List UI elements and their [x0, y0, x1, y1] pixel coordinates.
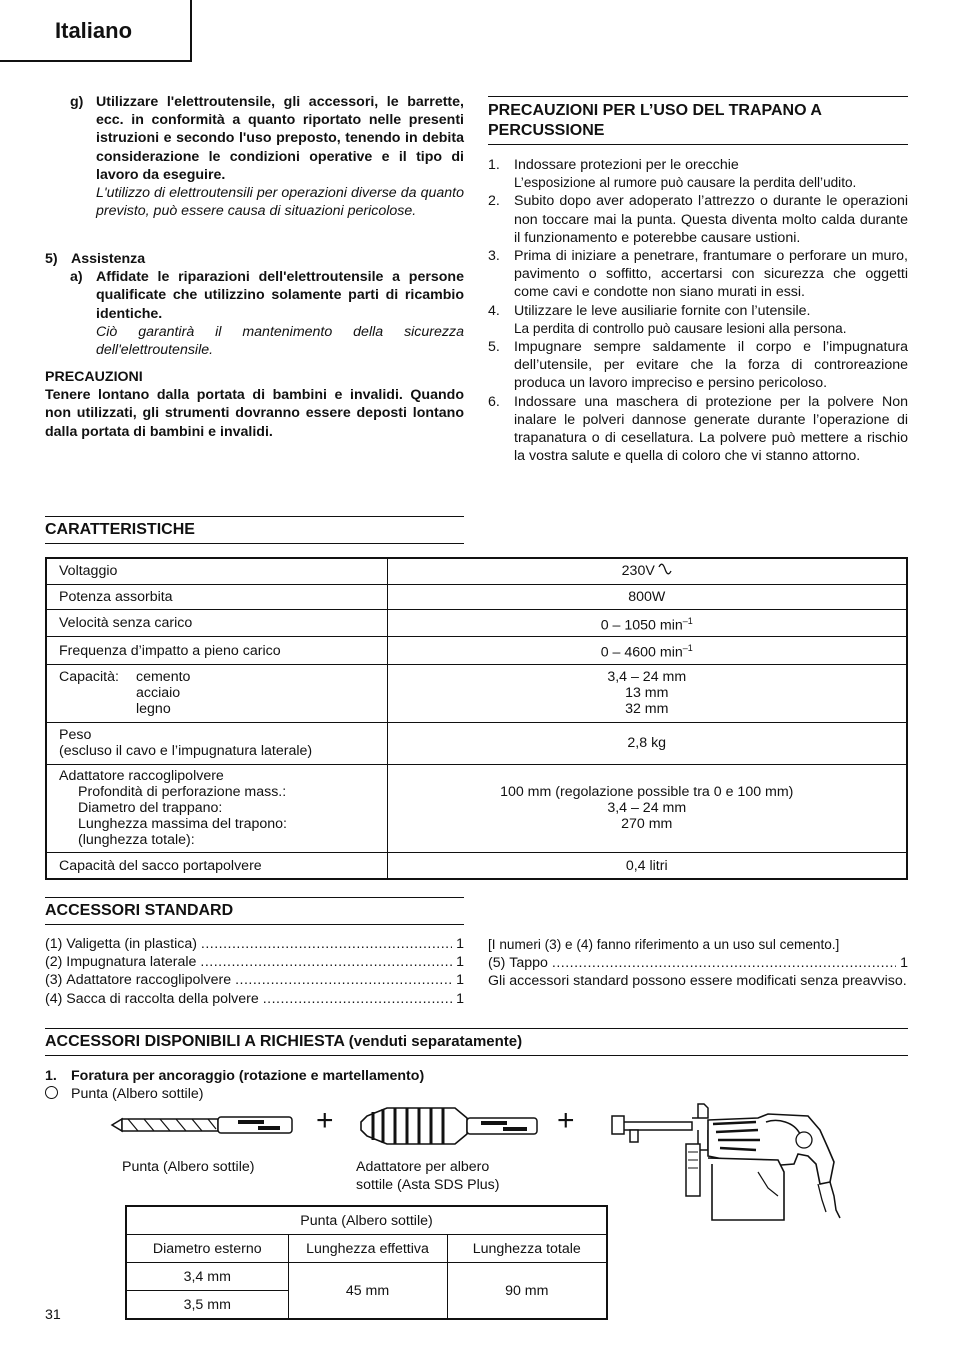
- section-5: [45, 250, 464, 359]
- accessories-disclaimer: Gli accessori standard possono essere modificati senza preavviso.: [488, 973, 907, 990]
- spec-value: [387, 609, 907, 637]
- weight-label: Peso: [59, 727, 92, 744]
- sds-adapter-illustration: [355, 1100, 545, 1152]
- spec-row: [46, 852, 907, 879]
- spec-value-text: 0 – 4600 min: [600, 644, 683, 661]
- spec-value: 2,8 kg: [387, 722, 907, 764]
- column-header: Lunghezza totale: [447, 1235, 607, 1263]
- diameter-cell: 3,4 mm: [126, 1263, 288, 1291]
- precaution-text: Indossare una maschera di protezione per la polvere Non inalare le polveri dannose generate durante l’operazione di trapanatura o di cesellatura. La polvere può mettere a rischio la vostra salute e quella di coloro che vi stanno attorno.: [514, 393, 908, 465]
- precaution-item: [488, 156, 908, 192]
- list-item: [45, 953, 464, 971]
- capacity-label: Capacità:: [59, 669, 119, 686]
- specs-table: [45, 557, 908, 880]
- precautions-title: PRECAUZIONI: [45, 369, 143, 385]
- voltage-value: 230V: [621, 563, 655, 580]
- precaution-num: 5.: [488, 339, 500, 356]
- precaution-item: [488, 393, 908, 466]
- caption-drill-bit: Punta (Albero sottile): [122, 1159, 255, 1175]
- spec-row: [46, 584, 907, 609]
- caption-sds-adapter: [356, 1158, 500, 1194]
- plus-sign: +: [557, 1104, 575, 1137]
- capacity-material: legno: [136, 701, 171, 718]
- acc-num: (1): [45, 936, 63, 952]
- plus-sign: +: [316, 1104, 334, 1137]
- std-accessories-list: [45, 935, 464, 1008]
- std-accessories-heading: ACCESSORI STANDARD: [45, 897, 464, 925]
- table-row: [126, 1206, 607, 1235]
- table-row: [126, 1235, 607, 1263]
- language-label: Italiano: [55, 18, 133, 43]
- dust-adapter-label: Adattatore raccoglipolvere: [59, 768, 224, 785]
- dust-adapter-sublabel: Diametro del trappano:: [78, 800, 223, 817]
- capacity-material: cemento: [136, 669, 191, 686]
- spec-row: [46, 609, 907, 637]
- item-a-bold: Affidate le riparazioni dell'elettroutensile a persone qualificate che utilizzino solamente parti di ricambio identiche.: [96, 269, 464, 322]
- caption-line: sottile (Asta SDS Plus): [356, 1177, 500, 1194]
- precautions-text: Tenere lontano dalla portata di bambini e invalidi. Quando non utilizzati, gli strumenti dovranno essere deposti lontano dalla portata di bambini e invalidi.: [45, 387, 464, 440]
- column-header: Lunghezza effettiva: [288, 1235, 447, 1263]
- dust-adapter-sublabel: (lunghezza totale):: [78, 832, 195, 849]
- optional-sub1-num: 1.: [45, 1068, 57, 1084]
- dust-adapter-value: 270 mm: [621, 815, 673, 832]
- precaution-item: [488, 338, 908, 393]
- precaution-text: Subito dopo aver adoperato l’attrezzo o durante le operazioni non toccare mai la punta. Questa diventa molto calda durante il funzionamento e poterebbe causare ustioni.: [514, 193, 908, 246]
- dust-adapter-sublabel: Lunghezza massima del trapono:: [78, 816, 287, 833]
- acc-text: Sacca di raccolta della polvere: [66, 990, 259, 1007]
- item-g-bold: Utilizzare l'elettroutensile, gli accessori, le barrette, ecc. in conformità a quanto riportato nelle presenti istruzioni e secondo l'uso preposto, tenendo in debita considerazione le condizioni operative e il tipo di lavoro da eseguire.: [96, 94, 464, 183]
- acc-text: Valigetta (in plastica): [66, 936, 197, 952]
- precaution-text: Utilizzare le leve ausiliarie fornite con l’utensile.: [514, 302, 811, 319]
- optional-accessories-heading: [45, 1028, 908, 1056]
- optional-sub1: [45, 1067, 424, 1085]
- acc-text: Tappo: [509, 955, 548, 972]
- total-length-cell: 90 mm: [447, 1263, 607, 1320]
- precautions-block: [45, 368, 464, 441]
- item-g-italic: L'utilizzo di elettroutensili per operazioni diverse da quanto previsto, può essere causa di situazioni pericolose.: [96, 185, 464, 220]
- acc-num: (4): [45, 990, 63, 1007]
- spec-label: [46, 764, 387, 852]
- acc-qty: 1: [456, 972, 464, 989]
- spec-value: [387, 558, 907, 584]
- dust-adapter-value: 100 mm (regolazione possible tra 0 e 100 mm): [500, 783, 794, 800]
- item-a-italic: Ciò garantirà il mantenimento della sicurezza dell'elettroutensile.: [96, 323, 464, 359]
- precaution-num: 1.: [488, 157, 500, 173]
- acc-qty: 1: [456, 990, 464, 1007]
- precaution-item: [488, 192, 908, 247]
- spec-value: [387, 637, 907, 665]
- optional-bullet: [45, 1085, 203, 1103]
- optional-sub1-text: Foratura per ancoraggio (rotazione e martellamento): [71, 1068, 425, 1084]
- hammer-precautions-list: [488, 156, 908, 465]
- precaution-num: 6.: [488, 393, 500, 410]
- precaution-num: 3.: [488, 248, 500, 265]
- optional-title-normal: (venduti separatamente): [348, 1033, 523, 1050]
- spec-value-sup: –1: [682, 643, 693, 654]
- spec-label: [46, 722, 387, 764]
- item-a-label: a): [70, 269, 83, 286]
- list-item: [45, 971, 464, 989]
- item-g: [70, 93, 464, 220]
- spec-label: Velocità senza carico: [46, 609, 387, 637]
- spec-value: [387, 764, 907, 852]
- optional-title-bold: ACCESSORI DISPONIBILI A RICHIESTA: [45, 1033, 345, 1050]
- capacity-value: 13 mm: [625, 685, 669, 702]
- acc-num: (5): [488, 955, 506, 972]
- acc-qty: 1: [456, 954, 464, 971]
- language-tab: [0, 0, 192, 62]
- table-row: [126, 1263, 607, 1291]
- acc-text: Adattatore raccoglipolvere: [66, 972, 232, 989]
- capacity-material: acciaio: [136, 685, 181, 702]
- weight-sublabel: (escluso il cavo e l’impugnatura laterale): [59, 743, 313, 760]
- accessories-note: [I numeri (3) e (4) fanno riferimento a un uso sul cemento.]: [488, 937, 840, 952]
- list-item: [45, 990, 464, 1008]
- hammer-drill-illustration: [608, 1100, 858, 1224]
- precaution-text: Indossare protezioni per le orecchie: [514, 157, 739, 173]
- spec-row-dust-adapter: [46, 764, 907, 852]
- spec-label: Voltaggio: [46, 558, 387, 584]
- precaution-num: 2.: [488, 193, 500, 210]
- spec-value: [387, 664, 907, 722]
- column-header: Diametro esterno: [126, 1235, 288, 1263]
- spec-value-sup: –1: [682, 615, 693, 626]
- acc-qty: 1: [456, 936, 464, 952]
- spec-row-capacity: [46, 664, 907, 722]
- section-5-title: Assistenza: [71, 251, 146, 267]
- spec-row: [46, 637, 907, 665]
- bit-table-caption: Punta (Albero sottile): [126, 1206, 607, 1235]
- bit-table: [125, 1205, 608, 1320]
- spec-value: 800W: [387, 584, 907, 609]
- capacity-value: 3,4 – 24 mm: [607, 669, 687, 686]
- acc-qty: 1: [900, 955, 908, 972]
- spec-label: [46, 664, 387, 722]
- spec-label: Frequenza d’impatto a pieno carico: [46, 637, 387, 665]
- precaution-text: Impugnare sempre saldamente il corpo e l’impugnatura dell’utensile, per evitare che la forza di controreazione produca un lavoro impreciso e persino pericoloso.: [514, 339, 908, 392]
- acc-num: (3): [45, 972, 63, 989]
- spec-label: Potenza assorbita: [46, 584, 387, 609]
- precaution-note: L’esposizione al rumore può causare la perdita dell’udito.: [514, 175, 857, 191]
- precaution-item: [488, 247, 908, 302]
- spec-value: 0,4 litri: [387, 852, 907, 879]
- optional-bullet-text: Punta (Albero sottile): [71, 1086, 204, 1102]
- precaution-note: La perdita di controllo può causare lesioni alla persona.: [514, 320, 847, 336]
- capacity-value: 32 mm: [625, 701, 669, 718]
- ac-symbol-icon: [658, 563, 672, 579]
- circle-bullet-icon: [45, 1086, 58, 1099]
- list-item: [45, 935, 464, 953]
- acc-text: Impugnatura laterale: [66, 954, 197, 971]
- spec-row-weight: [46, 722, 907, 764]
- diameter-cell: 3,5 mm: [126, 1291, 288, 1320]
- spec-value-text: 0 – 1050 min: [600, 617, 683, 634]
- page-number: 31: [45, 1307, 61, 1323]
- dust-adapter-sublabel: Profondità di perforazione mass.:: [78, 784, 287, 801]
- section-5-label: 5): [45, 251, 58, 267]
- spec-row: [46, 558, 907, 584]
- acc-num: (2): [45, 954, 63, 971]
- drill-bit-illustration: [108, 1108, 298, 1142]
- effective-length-cell: 45 mm: [288, 1263, 447, 1320]
- caption-line: Adattatore per albero: [356, 1159, 490, 1175]
- precaution-text: Prima di iniziare a penetrare, frantumare o perforare un muro, pavimento o soffitto, accertarsi con sicurezza che oggetti come cavi e condotte non siano murati in essi.: [514, 248, 908, 301]
- std-accessories-right: [488, 936, 908, 991]
- precaution-item: [488, 302, 908, 338]
- specs-heading: CARATTERISTICHE: [45, 516, 464, 544]
- list-item: [488, 954, 908, 972]
- precaution-num: 4.: [488, 302, 500, 319]
- hammer-precautions-heading: PRECAUZIONI PER L’USO DEL TRAPANO A PERCUSSIONE: [488, 96, 908, 145]
- spec-label: Capacità del sacco portapolvere: [46, 852, 387, 879]
- item-g-label: g): [70, 94, 84, 110]
- dust-adapter-value: 3,4 – 24 mm: [607, 799, 687, 816]
